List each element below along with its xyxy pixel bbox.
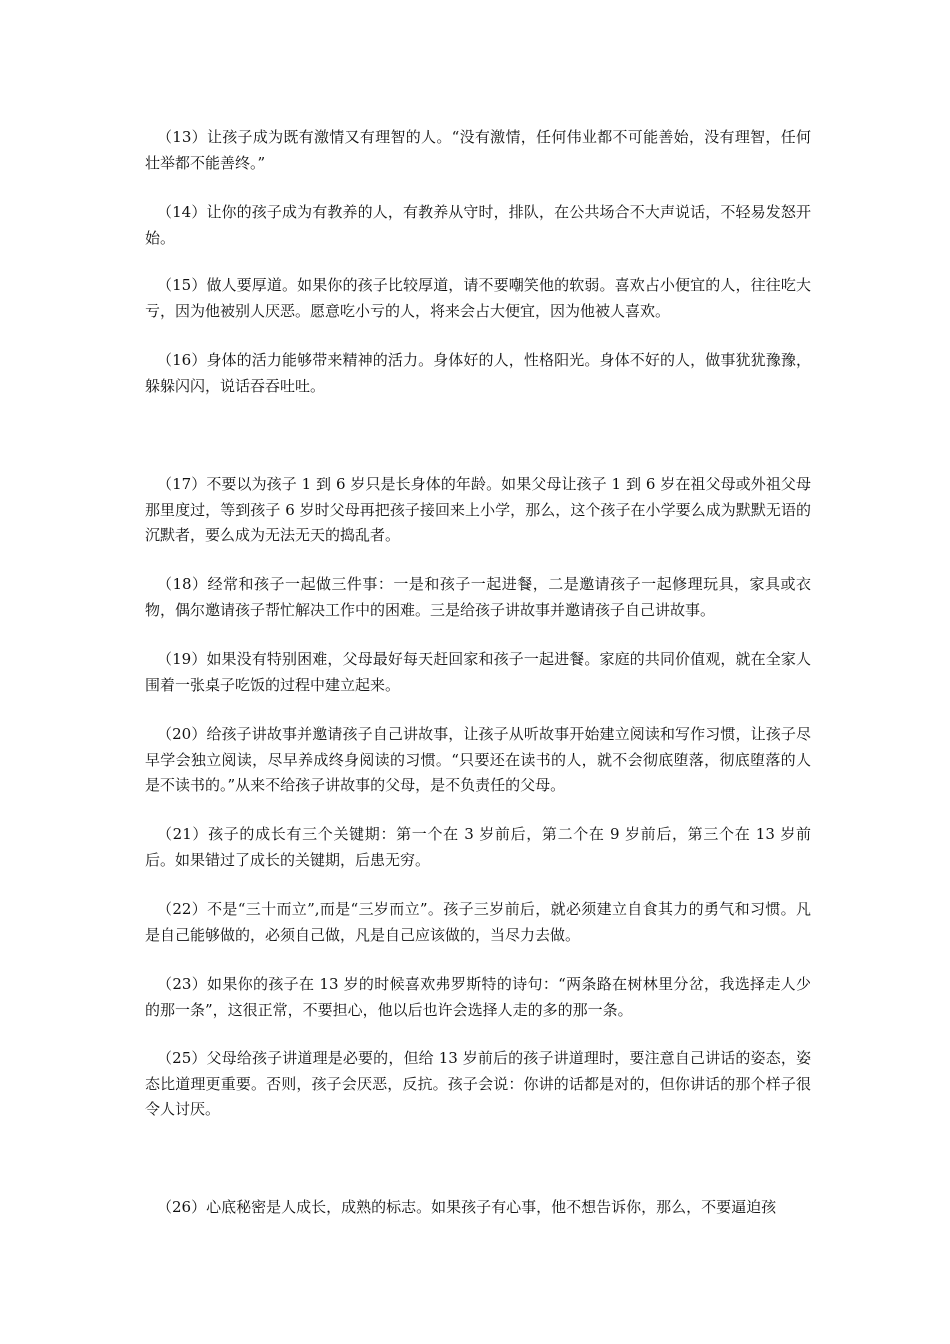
paragraph-19: （19）如果没有特别困难，父母最好每天赶回家和孩子一起进餐。家庭的共同价值观，就在全家人围着一张桌子吃饭的过程中建立起来。 xyxy=(145,650,811,694)
paragraph-16: （16）身体的活力能够带来精神的活力。身体好的人，性格阳光。身体不好的人，做事犹犹豫豫，躲躲闪闪，说话吞吞吐吐。 xyxy=(145,351,811,395)
paragraph-26: （26）心底秘密是人成长，成熟的标志。如果孩子有心事，他不想告诉你，那么，不要逼迫孩 xyxy=(157,1198,777,1216)
paragraph-23: （23）如果你的孩子在 13 岁的时候喜欢弗罗斯特的诗句：“两条路在树林里分岔，我选择走人少的那一条”，这很正常，不要担心，他以后也许会选择人走的多的那一条。 xyxy=(145,975,811,1019)
document-page xyxy=(145,0,811,1344)
paragraph-14: （14）让你的孩子成为有教养的人，有教养从守时，排队，在公共场合不大声说话，不轻易发怒开始。 xyxy=(145,203,811,247)
paragraph-20: （20）给孩子讲故事并邀请孩子自己讲故事，让孩子从听故事开始建立阅读和写作习惯，让孩子尽早学会独立阅读，尽早养成终身阅读的习惯。“只要还在读书的人，就不会彻底堕落，彻底堕落的人是不读书的。”从来不给孩子讲故事的父母，是不负责任的父母。 xyxy=(145,725,811,794)
paragraph-25: （25）父母给孩子讲道理是必要的，但给 13 岁前后的孩子讲道理时，要注意自己讲话的姿态，姿态比道理更重要。否则，孩子会厌恶，反抗。孩子会说：你讲的话都是对的，但你讲话的那个样子很令人讨厌。 xyxy=(145,1049,811,1118)
paragraph-17: （17）不要以为孩子 1 到 6 岁只是长身体的年龄。如果父母让孩子 1 到 6 岁在祖父母或外祖父母那里度过，等到孩子 6 岁时父母再把孩子接回来上小学，那么，这个孩子在小学要么成为默默无语的沉默者，要么成为无法无天的捣乱者。 xyxy=(145,475,811,544)
paragraph-15: （15）做人要厚道。如果你的孩子比较厚道，请不要嘲笑他的软弱。喜欢占小便宜的人，往往吃大亏，因为他被别人厌恶。愿意吃小亏的人，将来会占大便宜，因为他被人喜欢。 xyxy=(145,276,811,320)
paragraph-21: （21）孩子的成长有三个关键期：第一个在 3 岁前后，第二个在 9 岁前后，第三个在 13 岁前后。如果错过了成长的关键期，后患无穷。 xyxy=(145,825,811,869)
paragraph-22: （22）不是“三十而立”,而是“三岁而立”。孩子三岁前后，就必须建立自食其力的勇气和习惯。凡是自己能够做的，必须自己做，凡是自己应该做的，当尽力去做。 xyxy=(145,900,811,944)
paragraph-13: （13）让孩子成为既有激情又有理智的人。“没有激情，任何伟业都不可能善始，没有理智，任何壮举都不能善终。” xyxy=(145,128,811,172)
paragraph-18: （18）经常和孩子一起做三件事：一是和孩子一起进餐，二是邀请孩子一起修理玩具，家具或衣物，偶尔邀请孩子帮忙解决工作中的困难。三是给孩子讲故事并邀请孩子自己讲故事。 xyxy=(145,575,811,619)
